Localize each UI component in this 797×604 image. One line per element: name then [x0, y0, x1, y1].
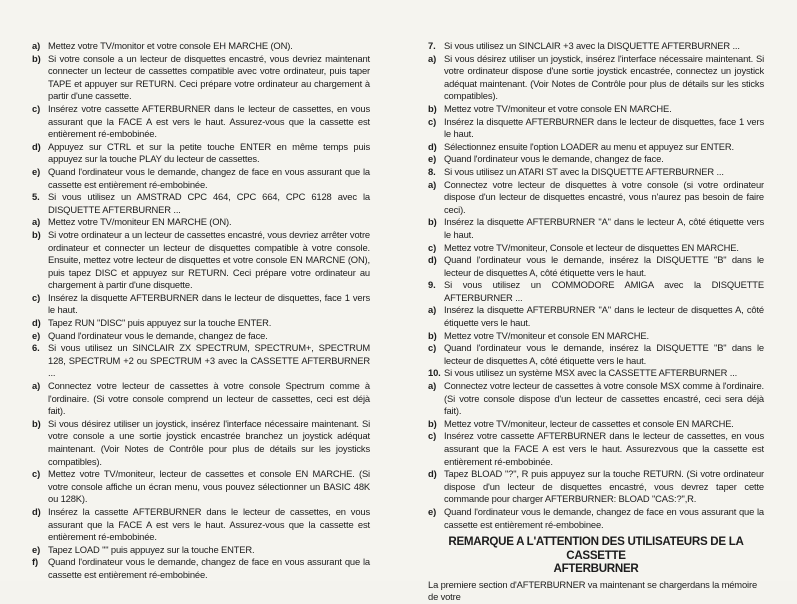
remark-body: La premiere section d'AFTERBURNER va maintenant se chargerdans la mémoire de votre: [428, 578, 758, 603]
step-text: Quand l'ordinateur vous le demande, changez de face en vous assurant que la cassette est entièrement ré-embobinee.: [444, 505, 764, 530]
step-text: Mettez votre TV/moniteur, Console et lecteur de disquettes EN MARCHE.: [444, 241, 739, 253]
section-heading: [32, 342, 370, 380]
step-label: 7.: [428, 40, 436, 51]
instruction-step: [32, 53, 370, 103]
step-text: Quand l'ordinateur vous le demande, insérez la DISQUETTE "B" dans le lecteur de disquettes A, côté étiquette vers le haut.: [444, 254, 764, 278]
step-text: Insérez la disquette AFTERBURNER dans le lecteur de disquettes, face 1 vers le haut.: [444, 115, 764, 140]
step-text: Insérez la disquette AFTERBURNER "A" dans le lecteur de disquettes A, côté étiquette vers le haut.: [444, 304, 764, 329]
instruction-step: [428, 141, 764, 154]
remark-title-line-2: AFTERBURNER: [553, 562, 639, 576]
step-text: Insérez votre cassette AFTERBURNER dans le lecteur de cassettes, en vous assurant que la FACE A est vers le haut. Assurezvous que la cassette est entièrement ré-embobinée.: [444, 430, 764, 467]
instruction-step: [428, 342, 764, 367]
step-text: Si vous utilisez un SINCLAIR ZX SPECTRUM, SPECTRUM+, SPECTRUM 128, SPECTRUM +2 ou SPECTRUM +3 avec la CASSETTE AFTERBURNER ...: [48, 342, 370, 379]
step-label: 10.: [428, 367, 441, 379]
step-label: d): [428, 254, 437, 266]
step-label: a): [32, 40, 41, 51]
step-label: e): [428, 153, 437, 165]
step-text: Mettez votre TV/moniteur, lecteur de cassettes et console EN MARCHE. (Si votre console affiche un écran menu, vous pouvez sélectionner un BASIC 48K ou 128K).: [48, 468, 370, 505]
instruction-step: [428, 418, 764, 431]
section-heading: [428, 40, 764, 53]
instruction-step: [428, 430, 764, 468]
step-label: c): [32, 291, 41, 303]
step-text: Insérez la disquette AFTERBURNER dans le lecteur de disquettes, face 1 vers le haut.: [48, 291, 370, 316]
step-label: d): [32, 140, 41, 152]
step-text: Insérez votre cassette AFTERBURNER dans le lecteur de cassettes, en vous assurant que la FACE A est vers le haut. Assurez-vous que la cassette est entièrement ré-embobinée.: [48, 102, 370, 140]
step-label: a): [428, 52, 437, 64]
instruction-step: [32, 216, 370, 229]
step-text: Connectez votre lecteur de disquettes à votre console (si votre ordinateur dispose d'un lecteur de disquettes encastré, vous n'aurez pas besoin de faire ceci).: [444, 178, 764, 215]
step-text: Quand l'ordinateur vous le demande, changez de face en vous assurant que la cassette est entièrement ré-embobinée.: [48, 556, 370, 580]
step-text: Mettez votre TV/moniteur et console EN MARCHE.: [444, 329, 649, 341]
instruction-step: [32, 229, 370, 292]
instruction-step: [428, 179, 764, 217]
instruction-step: [428, 304, 764, 329]
step-label: b): [428, 216, 437, 228]
instruction-step: [32, 292, 370, 317]
remark-title: [428, 535, 764, 576]
instruction-step: [428, 468, 764, 506]
step-text: Sélectionnez ensuite l'option LOADER au menu et appuyez sur ENTER.: [444, 140, 734, 152]
step-text: Si vous utilisez un SINCLAIR +3 avec la DISQUETTE AFTERBURNER ...: [444, 40, 740, 51]
section-heading: [32, 191, 370, 216]
step-text: Si vous utilisez un AMSTRAD CPC 464, CPC 664, CPC 6128 avec la DISQUETTE AFTERBURNER ...: [48, 191, 370, 215]
step-label: c): [428, 430, 437, 442]
instruction-step: [428, 506, 764, 531]
step-label: b): [32, 228, 41, 240]
step-text: Appuyez sur CTRL et sur la petite touche ENTER en même temps puis appuyez sur la touche PLAY du lecteur de cassettes.: [48, 140, 370, 165]
instruction-step: [32, 418, 370, 468]
instruction-step: [428, 103, 764, 116]
instruction-step: [428, 153, 764, 166]
step-label: b): [428, 102, 437, 114]
step-label: a): [428, 380, 437, 392]
step-label: 9.: [428, 279, 436, 291]
instruction-step: [32, 468, 370, 506]
instruction-step: [428, 380, 764, 418]
step-label: d): [428, 468, 437, 480]
instruction-step: [428, 254, 764, 279]
section-heading: [428, 367, 764, 380]
step-label: a): [428, 304, 437, 316]
step-label: d): [32, 317, 41, 329]
step-text: Tapez BLOAD "?", R puis appuyez sur la touche RETURN. (Si votre ordinateur dispose d'un lecteur de disquettes encastré, vous devrez taper cette commande pour charger AFTERBURNER: BLOAD "CAS:?",R.: [444, 468, 764, 505]
step-label: c): [32, 102, 41, 114]
section-heading: [428, 166, 764, 179]
right-instructions: [428, 40, 764, 531]
instruction-step: [32, 166, 370, 191]
step-text: Quand l'ordinateur vous le demande, changez de face.: [444, 153, 664, 165]
instruction-step: [428, 53, 764, 103]
instruction-step: [32, 317, 370, 330]
step-text: Connectez votre lecteur de cassettes à votre console MSX comme à l'ordinaire. (Si votre console dispose d'un lecteur de cassettes encastré, ceci sera déjà fait).: [444, 380, 764, 417]
step-text: Quand l'ordinateur vous le demande, changez de face en vous assurant que la cassette est entièrement ré-embobinée.: [48, 165, 370, 190]
step-label: f): [32, 556, 38, 568]
step-text: Tapez LOAD "" puis appuyez sur la touche ENTER.: [48, 543, 255, 555]
step-text: Quand l'ordinateur vous le demande, insérez la DISQUETTE "B" dans le lecteur de disquettes A, côté étiquette vers le haut.: [444, 342, 764, 366]
step-text: Connectez votre lecteur de cassettes à votre console Spectrum comme à l'ordinaire. (Si votre console comprend un lecteur de cassettes, ceci est déjà fait).: [48, 380, 370, 417]
instruction-step: [428, 116, 764, 141]
step-label: e): [428, 505, 437, 517]
step-label: d): [32, 505, 41, 517]
step-label: 6.: [32, 342, 40, 354]
step-text: Si vous utilisez un système MSX avec la CASSETTE AFTERBURNER ...: [444, 367, 738, 379]
step-text: Si votre ordinateur a un lecteur de cassettes encastré, vous devriez arrêter votre ordinateur et connecter un lecteur de disquettes compatible à votre console. Ensuite, mettez votre lecteur de disquettes et votre console EN MARCNE (ON), puis tapez DISC et appuyez sur RETURN. Ceci prépare votre ordinateur au chargement à partir d'une disquette.: [48, 228, 370, 291]
remark-title-line-1: REMARQUE A L'ATTENTION DES UTILISATEURS DE LA CASSETTE: [448, 535, 744, 562]
instruction-step: [32, 103, 370, 141]
step-label: a): [428, 178, 437, 190]
step-label: c): [428, 115, 437, 127]
step-label: b): [32, 52, 41, 64]
step-text: Insérez la cassette AFTERBURNER dans le lecteur de cassettes, en vous assurant que la FACE A est vers le haut. Assurez-vous que la cassette est entièrement ré-embobinée.: [48, 505, 370, 543]
step-label: a): [32, 216, 41, 228]
step-text: Quand l'ordinateur vous le demande, changez de face.: [48, 329, 268, 341]
instruction-step: [32, 506, 370, 544]
step-label: 5.: [32, 191, 40, 203]
step-label: e): [32, 165, 41, 177]
step-label: b): [428, 417, 437, 429]
step-label: e): [32, 543, 41, 555]
step-text: Si vous désirez utiliser un joystick, insérez l'interface nécessaire maintenant. Si votre ordinateur dispose d'une sortie joystick encastrée, connectez un joystick adéquat maintenant. (Voir Notes de Contrôle pour plus de détails sur les sticks compatibles).: [444, 52, 764, 102]
step-text: Insérez la disquette AFTERBURNER "A" dans le lecteur A, côté étiquette vers le haut.: [444, 216, 764, 240]
step-label: 8.: [428, 165, 436, 177]
step-text: Si vous utilisez un COMMODORE AMIGA avec la DISQUETTE AFTERBURNER ...: [444, 279, 764, 303]
step-text: Mettez votre TV/monitor et votre console EH MARCHE (ON).: [48, 40, 293, 51]
right-column: [428, 40, 764, 604]
section-heading: [428, 279, 764, 304]
instruction-step: [428, 216, 764, 241]
step-text: Si votre console a un lecteur de disquettes encastré, vous devriez maintenant connecter un lecteur de cassettes compatible avec votre ordinateur, puis taper TAPE et appuyer sur RETURN. Ceci prépare votre ordinateur au chargement à partir d'une cassette.: [48, 52, 370, 102]
step-label: b): [428, 329, 437, 341]
instruction-step: [428, 330, 764, 343]
left-column: [32, 40, 370, 582]
step-label: a): [32, 380, 41, 392]
instruction-step: [32, 40, 370, 53]
step-label: c): [32, 468, 41, 480]
step-text: Tapez RUN "DISC" puis appuyez sur la touche ENTER.: [48, 317, 272, 329]
instruction-step: [32, 544, 370, 557]
step-text: Mettez votre TV/moniteur et votre console EN MARCHE.: [444, 102, 672, 114]
step-label: b): [32, 417, 41, 429]
instruction-step: [428, 242, 764, 255]
step-text: Mettez votre TV/moniteur, lecteur de cassettes et console EN MARCHE.: [444, 417, 734, 429]
step-label: d): [428, 140, 437, 152]
step-text: Si vous désirez utiliser un joystick, insérez l'interface nécessaire maintenant. Si votre console a une sortie joystick encastrée branchez un joystick adéquat maintenant. (Voir Notes de Contrôle pour plus de détails sur les joysticks compatibles).: [48, 417, 370, 467]
step-label: e): [32, 329, 41, 341]
instruction-step: [32, 330, 370, 343]
step-label: c): [428, 241, 437, 253]
instruction-step: [32, 380, 370, 418]
instruction-step: [32, 556, 370, 581]
step-text: Si vous utilisez un ATARI ST avec la DISQUETTE AFTERBURNER ...: [444, 165, 724, 177]
step-label: c): [428, 342, 437, 354]
instruction-step: [32, 141, 370, 166]
step-text: Mettez votre TV/moniteur EN MARCHE (ON).: [48, 216, 232, 228]
